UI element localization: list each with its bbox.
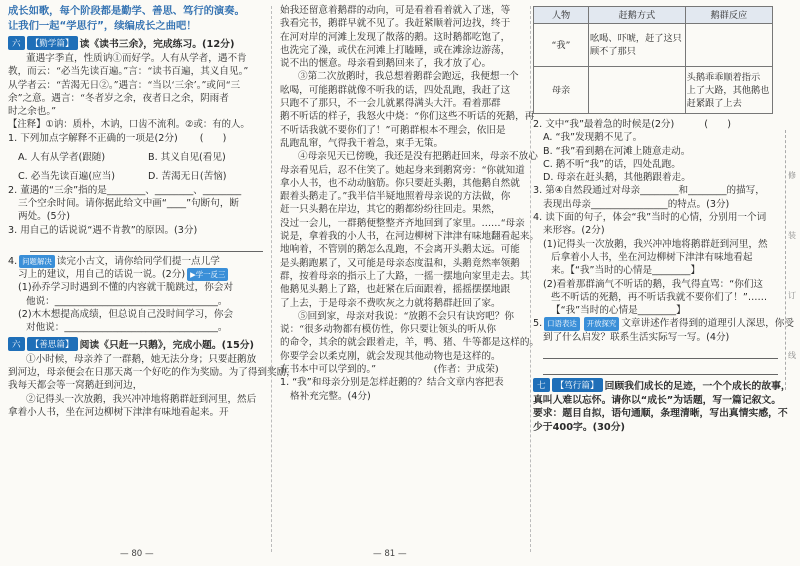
section-header: [8, 337, 263, 351]
question-tag: 开放探究: [584, 317, 620, 330]
section-tag: 【善思篇】: [27, 337, 78, 351]
question-tag: ▶学一反三: [187, 268, 228, 281]
passage-line: 地响着，不管别的鹅怎么乱跑，不会离开头鹅太远。可能: [280, 244, 520, 256]
passage-line: 说不出的惬意。母亲看到鹅回来了，我才放了心。: [280, 58, 492, 70]
question-1: 1. “我”和母亲分别是怎样赶鹅的？结合文章内容把表: [280, 377, 504, 389]
answer-paren: ( ): [199, 132, 227, 144]
option-c: C. 必当先读百遍(应当): [18, 171, 116, 183]
question-2: 2. 董遇的“三余”指的是________、________、________: [8, 184, 242, 196]
table-cell-person: 母亲: [534, 67, 589, 114]
cell-line: 头鹅乖乖顺着指示: [686, 71, 761, 83]
binding-label: 订: [788, 291, 796, 300]
section-tag: 【笃行篇】: [552, 378, 603, 392]
middle-column: [280, 4, 540, 544]
cell-line: 上了大路，其他鹅也: [686, 84, 770, 96]
question-text: 读完小古文，请你给同学们提一点儿学: [56, 255, 220, 267]
passage-line: 董遇字季直，性质讷①而好学。人有从学者，遇不肯: [26, 53, 247, 64]
cell-line: 顾不了那只: [590, 46, 636, 57]
table-header: 鹅群反应: [685, 7, 772, 24]
question-4: [8, 255, 263, 268]
sub-question: 【“我”当时的心情是________】: [551, 305, 686, 317]
cell-line: 吆喝、吓唬，赶了这只: [590, 33, 682, 44]
binding-strip: [785, 130, 800, 390]
table-cell-person: “我”: [534, 24, 589, 67]
passage-line: 他鹅见头鹅上了路，也赶紧在后面跟着，摇摇摆摆地跟: [280, 284, 511, 296]
section-badge: 六: [8, 36, 25, 50]
question-text: 1. 下列加点字解释不正确的一项是(2分): [8, 132, 178, 144]
motto-line: 让我们一起“学思行”，续编成长之曲吧！: [8, 20, 197, 32]
table-cell-method: [589, 24, 686, 67]
passage-line: 我每天都会等一窝鹅赶到河边，: [8, 380, 143, 392]
option-a: A. 人有从学者(跟随): [18, 152, 106, 164]
table-header: 人物: [534, 7, 589, 24]
question-text: 习上的建议，用自己的话说一说。(2分): [18, 269, 186, 281]
question-3: 3. 用自己的话说说“遇不肯教”的原因。(3分): [8, 224, 198, 236]
passage-line: 鹅不听话的样子，我怒火中烧：“你们这些不听话的死鹅，再: [280, 111, 535, 123]
passage-line: 说：“很多动物都有模仿性，你只要让领头的听从你: [280, 324, 496, 336]
question-5-line: 到了什么启发？联系生活实际写一写。(4分): [543, 331, 730, 343]
option-b: B. “我”看到鹅在河滩上随意走动。: [543, 145, 691, 157]
passage-line: 拿着小人书，坐在河边柳树下津津有味地看起来。开: [8, 406, 229, 418]
passage-line: 从学者云：“苦渴无日②。”遇言：“当以‘三余’。”或问“三: [8, 79, 241, 91]
table-cell-reaction[interactable]: [685, 24, 772, 67]
passage-continued: [280, 4, 540, 376]
option-d: D. 母亲在赶头鹅，其他鹅跟着走。: [543, 172, 691, 184]
passage-line: 不听话我就不要你们了！”可鹅群根本不理会，依旧是: [280, 124, 506, 136]
cell-line: 赶紧跟了上去: [686, 97, 742, 109]
left-page-column: [8, 4, 296, 544]
passage-line: 乱跑乱窜，气得我干着急，束手无策。: [280, 137, 444, 149]
question-4-line: [8, 268, 263, 281]
note-line: 【注释】①讷：质朴，木讷，口齿不流利。②或：有的人。: [8, 119, 250, 131]
sub-question: (2)木木想提高成绩，但总说自己没时间学习，你会: [18, 309, 234, 321]
composition-line: 少于400字。(30分): [533, 421, 626, 433]
passage-line: 跟着头鹅走了。”我半信半疑地照着母亲说的方法做，你: [280, 191, 511, 203]
option-d: D. 苦渴无日(苦恼): [148, 171, 227, 183]
page-number-right: — 81 —: [373, 549, 407, 559]
sub-question: (1)孙乔学习时遇到不懂的内容就干脆跳过，你会对: [18, 282, 234, 294]
answer-line[interactable]: [30, 239, 263, 252]
passage-line: 余”之意。遇言：“冬者岁之余，夜者日之余，阴雨者: [8, 92, 229, 104]
question-4-line: 来形容。(2分): [543, 225, 605, 237]
passage-line: 教，而云：“必当先读百遍。”言：“读书百遍，其义自见。”: [8, 66, 249, 78]
page-number-left: — 80 —: [120, 549, 154, 559]
passage-line: 时之余也。”: [8, 106, 57, 118]
option-b: B. 其义自见(看见): [148, 152, 226, 164]
question-2-line: 三个空余时间。请你据此给文中画“____”句断句，断: [18, 197, 240, 209]
passage-line: ④母亲见天已傍晚，我还是没有把鹅赶回来，母亲不放心: [298, 151, 538, 163]
motto-line: 成长如歌，每个阶段都是勤学、善思、笃行的演奏。: [8, 5, 245, 17]
table-header: 赶鹅方式: [589, 7, 686, 24]
question-text: 文章讲述作者得到的道理引人深思，你受: [621, 318, 794, 330]
section-title: 阅读《只赶一只鹅》，完成小题。(15分): [79, 339, 255, 351]
sub-question: 对他说：________________________________。: [26, 322, 228, 334]
table-row: [534, 24, 773, 67]
question-1-line: 格补充完整。(4分): [290, 390, 371, 402]
passage-line: ③第二次放鹅时，我总想着鹅群会跑远，我便想一个: [298, 71, 519, 83]
passage-line: 吆喝，可能鹅群就像不听我的话，四处乱跑，我赶了这: [280, 84, 511, 96]
table-header-row: [534, 7, 773, 24]
passage-line: 只跑不了那只，不一会儿就累得满头大汗。看着那群: [280, 98, 501, 110]
section-title: 回顾我们成长的足迹，一个个成长的故事，: [604, 381, 791, 393]
sub-question: 些不听话的死鹅，再不听话我就不要你们了！”……: [551, 291, 768, 303]
question-3: 3. 第④自然段通过对母亲________和________的描写，: [533, 185, 765, 197]
sub-question: 来。【“我”当时的心情是________】: [551, 265, 701, 277]
passage-line: ①小时候，母亲养了一群鹅，她无法分身；只要赶鹅放: [26, 353, 257, 365]
question-3-line: 表现出母亲________________的特点。(3分): [543, 198, 730, 210]
passage-line: 拿小人书，也不动动脑筋。你只要赶头鹅，其他鹅自然就: [280, 177, 520, 189]
passage-line: 群，按着母亲的指示上了大路，一摇一摆地向家里走去。其: [280, 270, 530, 282]
composition-line: 要求：题目自拟，语句通顺，条理清晰，写出真情实感，不: [533, 408, 788, 420]
question-number: 5.: [533, 318, 543, 330]
binding-label: 装: [788, 231, 796, 240]
passage-line: ②记得头一次放鹅，我兴冲冲地将鹅群赶到河里，然后: [26, 393, 257, 405]
passage-line: 了上去，于是母亲不费吹灰之力就将鹅群赶回了家。: [280, 297, 501, 309]
passage-line: 也洗完了澡，或伏在河滩上打瞌睡，或在滩涂边游荡，: [280, 44, 511, 56]
section-header: [533, 378, 791, 393]
question-number: 4.: [8, 255, 18, 267]
passage-line: 你要学会以柔克刚，就会发现其他动物也是这样的。: [280, 350, 501, 362]
composition-line: 真叫人难以忘怀。请你以“成长”为话题，写一篇记叙文。: [533, 395, 782, 407]
passage-line: 始我还留意着鹅群的动向，可是看着看着就入了迷，等: [280, 5, 511, 16]
sub-question: (2)看着那群滴气不听话的鹅，我气得直骂：“你们这: [543, 278, 764, 290]
binding-label: 修: [788, 171, 796, 180]
passage-line: 是头鹅跑累了，又可能是母亲态度温和，头鹅竟然率领鹅: [280, 257, 520, 269]
page-divider: [271, 6, 272, 552]
passage-line: 说是，拿着我的小人书，在河边柳树下津津有味地翻看起来。: [280, 231, 540, 243]
passage-line: 我看完书，鹅群早就不见了。我赶紧顺着河边找，终于: [280, 18, 511, 30]
question-tag: 口语表达: [544, 317, 580, 330]
section-badge: 七: [533, 378, 550, 392]
column-divider: [530, 6, 531, 552]
option-a: A. “我”发现鹅不见了。: [543, 132, 643, 144]
table-cell-method[interactable]: [589, 67, 686, 114]
table-row: [534, 67, 773, 114]
binding-label: 线: [788, 351, 796, 360]
section-tag: 【勤学篇】: [27, 36, 78, 50]
question-tag: 问题解决: [19, 255, 55, 268]
passage-line: 在河对岸的河滩上发现了散落的鹅。这时鹅都吃饱了，: [280, 31, 511, 43]
passage-line: 到河边，母亲便会在日那天离一个好吃的作为奖励。为了得到奖励，: [8, 366, 296, 378]
section-header: [8, 36, 263, 50]
answer-paren: ( ): [704, 119, 731, 130]
answer-line[interactable]: [543, 362, 778, 375]
passage-line: 的命令，其余的就会跟着走，羊，鸭、猪、牛等都是这样的。: [280, 337, 540, 349]
question-2: [533, 118, 778, 131]
question-5: [533, 317, 794, 330]
section-title: 读《读书三余》，完成练习。(12分): [79, 39, 235, 50]
answer-table: [533, 6, 773, 114]
question-1: [8, 132, 263, 145]
section-badge: 六: [8, 337, 25, 351]
sub-question: (1)记得头一次放鹅，我兴冲冲地将鹅群赶到河里，然: [543, 238, 768, 250]
passage-line: 没过一会儿，一群鹅便整整齐齐地回到了家里。……“母亲: [280, 217, 525, 229]
sub-question: 他说：__________________________________。: [26, 295, 228, 307]
passage-line: 母亲看见后，忍不住笑了。她起身来到鹅窝旁：“你就知道: [280, 164, 525, 176]
question-2-line: 两处。(5分): [18, 211, 70, 223]
question-text: 2. 文中“我”最着急的时候是(2分): [533, 119, 675, 130]
right-column: [533, 4, 794, 544]
passage-line: 在书本中可以学到的。” (作者：尹成荣): [280, 364, 499, 376]
option-c: C. 鹅不听“我”的话，四处乱跑。: [543, 158, 681, 170]
passage-line: ⑤回到家，母亲对我说：“放鹅不会只有诀窍吧？你: [298, 310, 514, 322]
passage-line: 赶一只头鹅在岸边，其它的鹅都纷纷往回走。果然，: [280, 204, 501, 216]
table-cell-reaction: [685, 67, 772, 114]
answer-line[interactable]: [543, 346, 778, 359]
sub-question: 后拿着小人书，坐在河边柳树下津津有味地看起: [551, 251, 753, 263]
question-4: 4. 读下面的句子，体会“我”当时的心情，分别用一个词: [533, 212, 767, 224]
